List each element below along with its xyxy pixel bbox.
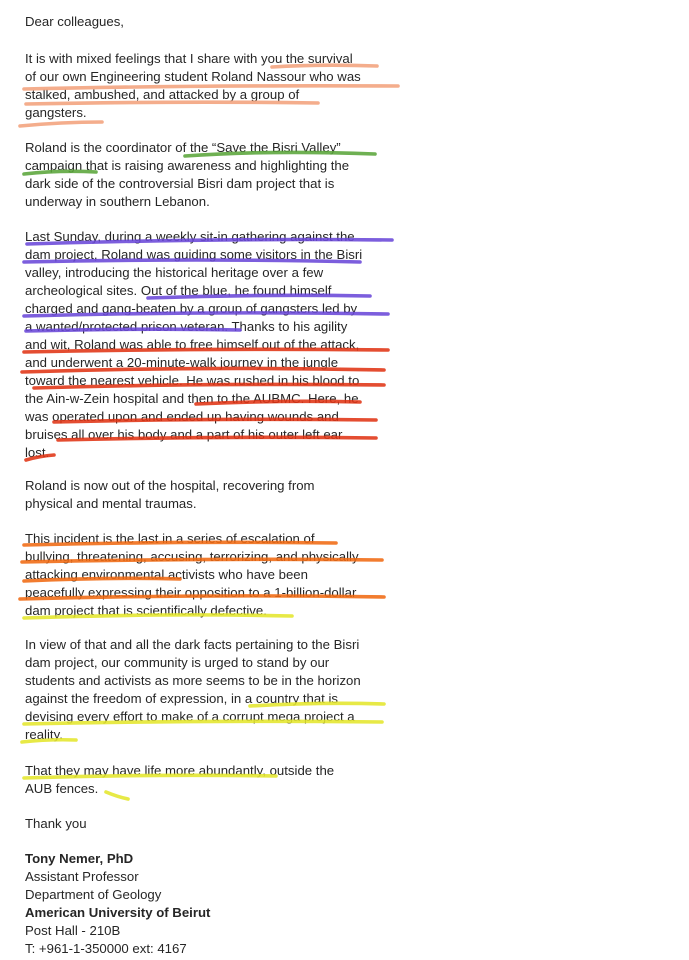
paragraph-3-line: a wanted/protected prison veteran. Thanks to his agility: [25, 319, 348, 334]
paragraph-3-line: archeological sites. Out of the blue, he found himself: [25, 283, 332, 298]
signature-department: Department of Geology: [25, 887, 162, 902]
paragraph-5-line: bullying, threatening, accusing, terrorizing, and physically: [25, 549, 359, 564]
signature-office: Post Hall - 210B: [25, 923, 121, 938]
paragraph-1-line: gangsters.: [25, 105, 87, 120]
paragraph-2-line: campaign that is raising awareness and highlighting the: [25, 158, 350, 173]
paragraph-6-line: reality.: [25, 727, 63, 742]
paragraph-6-line: dam project, our community is urged to stand by our: [25, 655, 330, 670]
paragraph-2-line: underway in southern Lebanon.: [25, 194, 210, 209]
paragraph-1-line: of our own Engineering student Roland Nassour who was: [25, 69, 361, 84]
paragraph-3-line: valley, introducing the historical heritage over a few: [25, 265, 324, 280]
paragraph-3-line: and wit, Roland was able to free himself out of the attack,: [25, 337, 360, 352]
signature-university: American University of Beirut: [25, 905, 211, 920]
paragraph-3-line: Last Sunday, during a weekly sit-in gathering against the: [25, 229, 355, 244]
paragraph-6-line: against the freedom of expression, in a country that is: [25, 691, 339, 706]
paragraph-1-line: It is with mixed feelings that I share with you the survival: [25, 51, 353, 66]
paragraph-1-line: stalked, ambushed, and attacked by a group of: [25, 87, 300, 102]
paragraph-2-line: dark side of the controversial Bisri dam project that is: [25, 176, 335, 191]
paragraph-5-line: This incident is the last in a series of escalation of: [25, 531, 315, 546]
paragraph-5-line: dam project that is scientifically defective.: [25, 603, 267, 618]
paragraph-3-line: charged and gang-beaten by a group of gangsters led by: [25, 301, 358, 316]
paragraph-6-line: devising every effort to make of a corrupt mega project a: [25, 709, 355, 724]
greeting: Dear colleagues,: [25, 14, 124, 29]
paragraph-3-line: and underwent a 20-minute-walk journey in the jungle: [25, 355, 339, 370]
paragraph-4-line: Roland is now out of the hospital, recovering from: [25, 478, 315, 493]
paragraph-4-line: physical and mental traumas.: [25, 496, 197, 511]
paragraph-3-line: the Ain-w-Zein hospital and then to the AUBMC. Here, he: [25, 391, 359, 406]
paragraph-3-line: toward the nearest vehicle. He was rushed in his blood to: [25, 373, 360, 388]
paragraph-6-line: In view of that and all the dark facts pertaining to the Bisri: [25, 637, 360, 652]
paragraph-6-line: students and activists as more seems to be in the horizon: [25, 673, 361, 688]
paragraph-5-line: attacking environmental activists who have been: [25, 567, 308, 582]
paragraph-7-line: That they may have life more abundantly, outside the: [25, 763, 335, 778]
paragraph-2-line: Roland is the coordinator of the “Save the Bisri Valley”: [25, 140, 341, 155]
signature-phone: T: +961-1-350000 ext: 4167: [25, 941, 187, 956]
paragraph-3-line: lost.: [25, 445, 50, 460]
paragraph-5-line: peacefully expressing their opposition to a 1-billion-dollar: [25, 585, 357, 600]
paragraph-7-line: AUB fences.: [25, 781, 99, 796]
signature-name: Tony Nemer, PhD: [25, 851, 134, 866]
signature-title: Assistant Professor: [25, 869, 139, 884]
paragraph-3-line: was operated upon and ended up having wounds and: [25, 409, 339, 424]
closing: Thank you: [25, 816, 87, 831]
paragraph-3-line: dam project, Roland was guiding some visitors in the Bisri: [25, 247, 363, 262]
paragraph-3-line: bruises all over his body and a part of his outer left ear: [25, 427, 343, 442]
